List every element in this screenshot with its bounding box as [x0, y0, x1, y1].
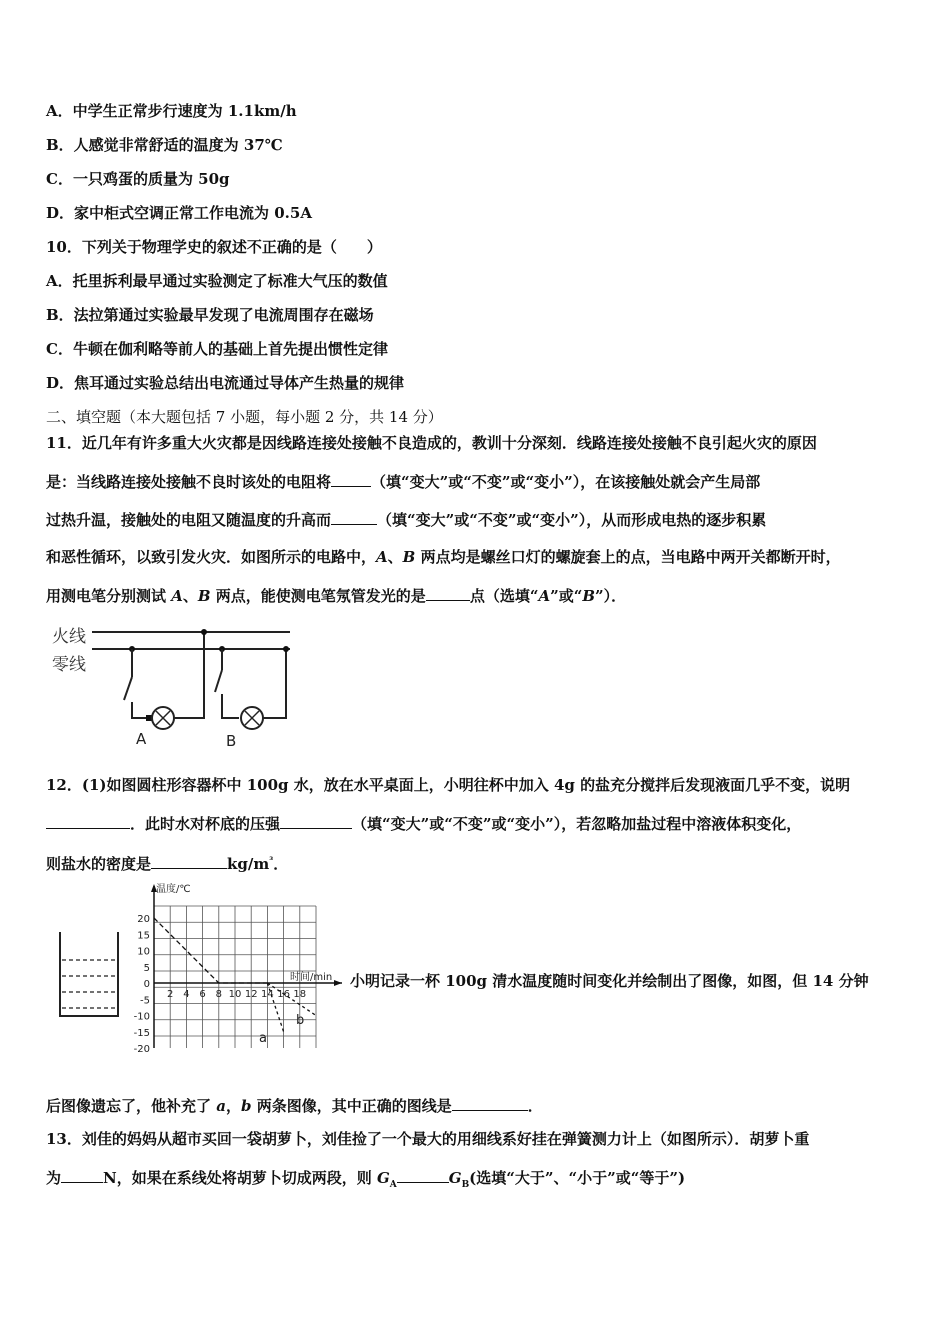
y-tick-label: 0 [143, 979, 150, 990]
q9-option-d: D．家中柜式空调正常工作电流为 0.5A [46, 204, 312, 222]
q11-line-1: 11．近几年有许多重大火灾都是因线路连接处接触不良造成的，教训十分深刻．线路连接处接触不良引起火灾的原因 [46, 434, 817, 452]
x-axis-arrow [334, 980, 342, 986]
q10-option-c: C．牛顿在伽利略等前人的基础上首先提出惯性定律 [46, 340, 388, 358]
y-tick-label: -15 [133, 1027, 150, 1039]
q10-stem: 10．下列关于物理学史的叙述不正确的是（ ） [46, 238, 382, 256]
q12-line-2: ．此时水对杯底的压强 （填“变大”或“不变”或“变小”），若忽略加盐过程中溶液体积变化， [46, 812, 801, 835]
blank [151, 852, 227, 869]
y-axis-label: 温度/℃ [156, 884, 191, 895]
switch-a [124, 677, 132, 700]
q11-line-3: 过热升温，接触处的电阻又随温度的升高而 （填“变大”或“不变”或“变小”），从而形成电热的逐步积累 [46, 508, 766, 531]
q12-line-4: 后图像遗忘了，他补充了 a，b 两条图像，其中正确的图线是 ． [46, 1094, 543, 1117]
q11-line-2: 是：当线路连接处接触不良时该处的电阻将 （填“变大”或“不变”或“变小”），在该接触处就会产生局部 [46, 470, 760, 493]
x-tick-label: 10 [228, 989, 242, 1000]
x-tick-label: 18 [293, 989, 307, 1000]
y-tick-label: 20 [137, 914, 150, 925]
x-tick-label: 4 [183, 989, 190, 1000]
section-heading: 二、填空题（本大题包括 7 小题，每小题 2 分，共 14 分） [46, 408, 443, 426]
blank [331, 508, 377, 525]
point-a-label: A [136, 730, 147, 748]
blank [331, 470, 371, 487]
series-line-main [154, 918, 267, 983]
beaker-figure [56, 930, 126, 1020]
y-tick-label: -10 [133, 1011, 150, 1023]
blank [397, 1166, 449, 1183]
circuit-diagram [50, 620, 300, 750]
blank [452, 1094, 528, 1111]
x-tick-label: 12 [244, 989, 258, 1000]
beaker-outline [60, 932, 118, 1016]
x-tick-label: 6 [199, 989, 206, 1000]
x-tick-label: 16 [277, 989, 290, 1000]
blank [46, 812, 130, 829]
q10-option-d: D．焦耳通过实验总结出电流通过导体产生热量的规律 [46, 374, 405, 392]
q9-option-b: B．人感觉非常舒适的温度为 37℃ [46, 136, 283, 154]
x-tick-label: 14 [261, 989, 274, 1000]
point-b-label: B [226, 732, 237, 750]
q10-option-a: A．托里拆利最早通过实验测定了标准大气压的数值 [46, 272, 388, 290]
y-tick-label: 15 [137, 930, 150, 942]
x-tick-label: 2 [167, 989, 174, 1000]
series-line-b [267, 983, 316, 1016]
blank [426, 584, 470, 601]
annotation-b: b [296, 1013, 305, 1028]
y-tick-label: -5 [140, 995, 150, 1007]
temperature-chart [128, 878, 350, 1060]
y-tick-label: 5 [143, 962, 150, 974]
x-axis-label: 时间/min [290, 972, 333, 983]
q9-option-c: C．一只鸡蛋的质量为 50g [46, 170, 230, 188]
q12-line-3: 则盐水的密度是 $kg/m^{^3}$． [46, 850, 288, 875]
y-tick-label: 10 [137, 946, 150, 958]
blank [61, 1166, 103, 1183]
q10-option-b: B．法拉第通过实验最早发现了电流周围存在磁场 [46, 306, 374, 324]
neutral-wire-label: 零线 [52, 655, 86, 675]
blank [280, 812, 352, 829]
switch-b [215, 670, 222, 692]
q11-line-5: 用测电笔分别测试 A、B 两点，能使测电笔氖管发光的是 点（选填“A”或“B”）． [46, 584, 626, 607]
q9-option-a: A．中学生正常步行速度为 1.1km/h [46, 102, 297, 120]
q12-line-1: 12．(1)如图圆柱形容器杯中 100g 水，放在水平桌面上，小明往杯中加入 4g 的盐充分搅拌后发现液面几乎不变，说明 [46, 776, 851, 794]
x-tick-label: 8 [215, 989, 222, 1000]
y-tick-label: -20 [133, 1044, 150, 1055]
q12-side-text: 小明记录一杯 100g 清水温度随时间变化并绘制出了图像，如图，但 14 分钟 [350, 972, 869, 990]
annotation-a: a [259, 1031, 267, 1046]
q11-line-4: 和恶性循环，以致引发火灾．如图所示的电路中，A、B 两点均是螺丝口灯的螺旋套上的点，当电路中两开关都断开时， [46, 548, 841, 566]
q13-line-1: 13．刘佳的妈妈从超市买回一袋胡萝卜，刘佳捡了一个最大的用细线系好挂在弹簧测力计上（如图所示）．胡萝卜重 [46, 1130, 810, 1148]
live-wire-label: 火线 [52, 627, 86, 647]
q13-line-2: 为 N，如果在系线处将胡萝卜切成两段，则 $G_A$ $G_B$(选填“大于”、“小于”或“等于”) [46, 1166, 685, 1196]
